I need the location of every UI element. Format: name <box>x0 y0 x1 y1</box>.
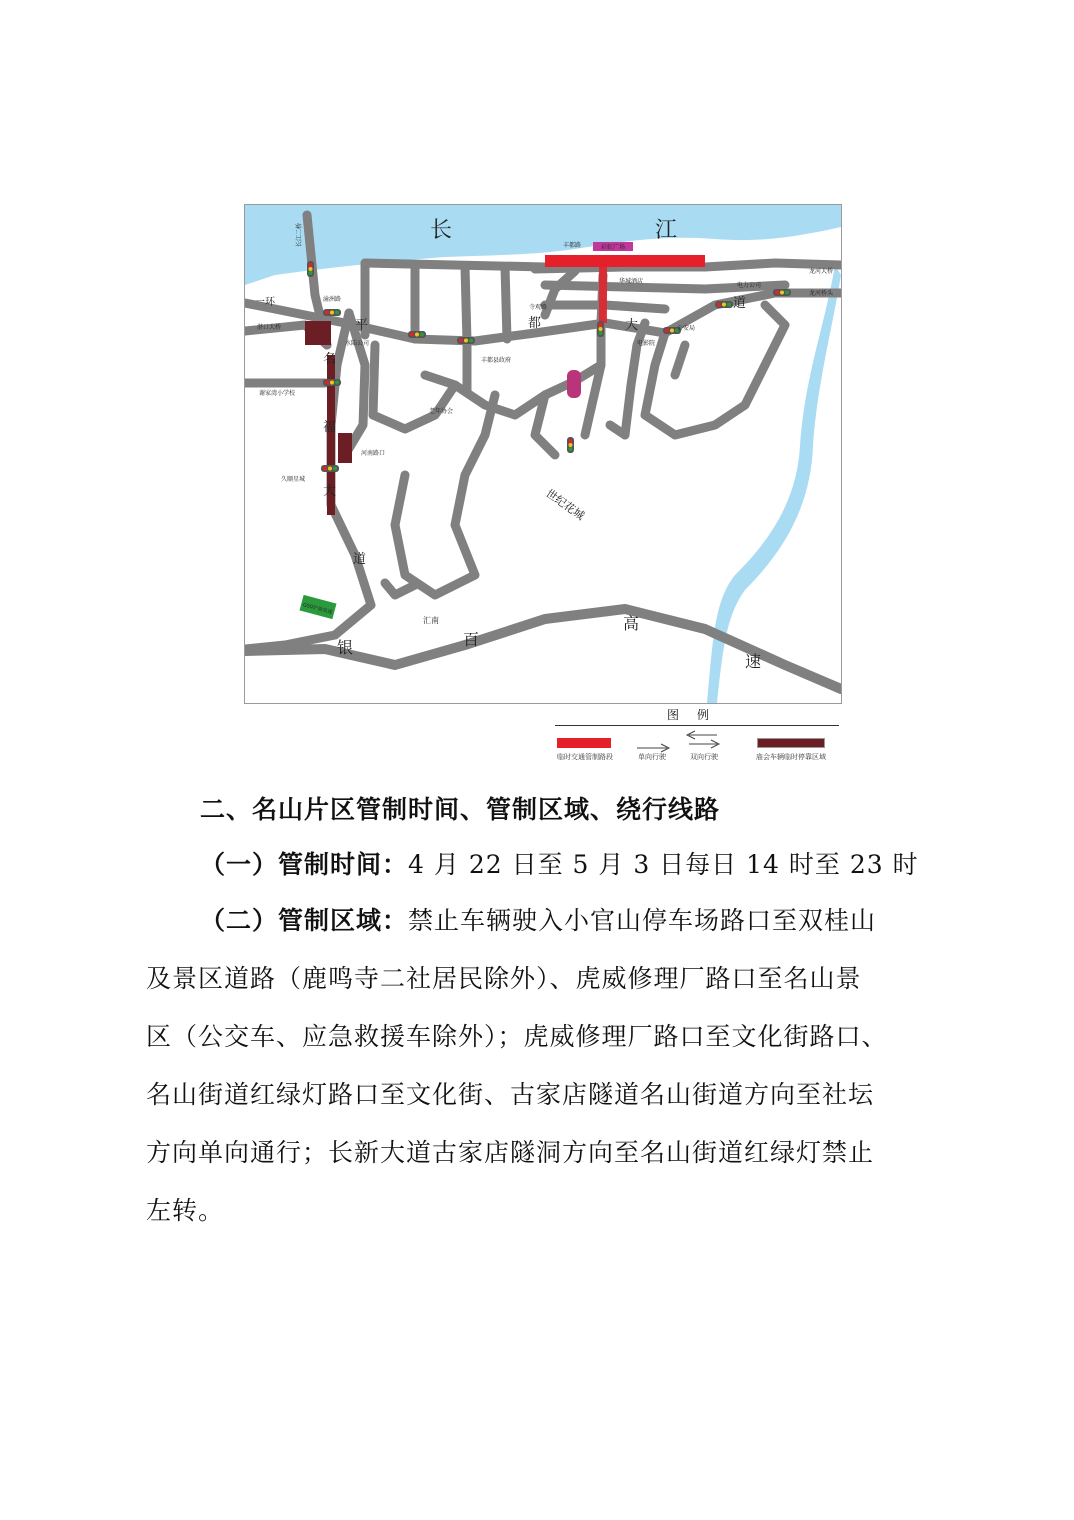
legend-title: 图例 <box>555 706 839 726</box>
label-bridge: 长江二桥 <box>296 222 303 247</box>
label-huacheng: 华城酒店 <box>619 278 644 285</box>
control-area-line-5: 方向单向通行；长新大道古家店隧洞方向至名山街道红绿灯禁止 <box>146 1138 875 1167</box>
highway-sign-text: G50沪渝高速 <box>302 602 333 616</box>
traffic-light-icon <box>715 301 733 308</box>
label-shiji: 世纪花城 <box>543 486 587 523</box>
road-ming: 名 <box>323 352 337 367</box>
control-area-text-1: 禁止车辆驶入小官山停车场路口至双桂山 <box>408 906 877 935</box>
control-area-line-4: 名山街道红绿灯路口至文化街、古家店隧道名山街道方向至社坛 <box>146 1080 875 1109</box>
control-area-label: （二）管制区域： <box>200 906 409 935</box>
label-shuilu: 水陆公司 <box>345 340 370 347</box>
control-time-label: （一）管制时间： <box>200 850 409 879</box>
road-bai: 百 <box>463 630 480 649</box>
label-pinglu: 渝洲路 <box>323 296 342 303</box>
control-segment-vertical <box>599 267 607 323</box>
legend-label-control: 临时交通管制路段 <box>557 753 613 761</box>
river-label-1: 长 <box>430 218 453 243</box>
road-ping: 平 <box>355 318 369 333</box>
road-yin: 银 <box>337 638 354 657</box>
legend-oneway-arrow-icon <box>635 738 675 748</box>
label-guan: 一环 <box>255 297 275 308</box>
label-gov: 丰都县政府 <box>481 357 512 364</box>
traffic-light-icon <box>321 465 339 472</box>
control-time-text: 4 月 22 日至 5 月 3 日每日 14 时至 23 时 <box>408 850 919 879</box>
road-du: 都 <box>528 316 542 331</box>
label-longhe: 龙河大桥 <box>809 268 834 275</box>
traffic-light-icon <box>597 321 604 337</box>
label-sihuang: 寺观路 <box>529 304 548 311</box>
parking-block <box>305 321 331 345</box>
control-time-paragraph <box>200 836 960 894</box>
road-dao2: 道 <box>353 552 367 567</box>
label-fengdu-lu: 丰都路 <box>563 242 582 249</box>
label-gonganju: 公安局 <box>677 325 696 332</box>
road-gao: 高 <box>623 614 640 633</box>
zone-label: 彩虹广场 <box>600 244 626 251</box>
traffic-light-icon <box>773 289 791 296</box>
label-jiushun: 久顺星城 <box>281 476 306 483</box>
legend-label-twoway: 双向行驶 <box>690 753 718 761</box>
traffic-light-icon <box>567 437 574 453</box>
label-xiejiawan: 谢家湾小学校 <box>259 390 296 397</box>
plaza <box>567 370 581 398</box>
traffic-light-icon <box>323 379 341 386</box>
map-canvas <box>245 205 841 703</box>
road-fu: 福 <box>323 420 337 435</box>
legend-parking-swatch <box>757 738 825 748</box>
control-segment <box>545 255 705 267</box>
traffic-light-icon <box>408 331 426 338</box>
control-area-line-1 <box>200 892 960 950</box>
traffic-light-icon <box>457 337 475 344</box>
label-dianli: 电力公司 <box>737 282 762 289</box>
legend-label-parking: 庙会车辆临时停靠区域 <box>756 753 826 761</box>
control-area-line-6: 左转。 <box>146 1196 225 1225</box>
legend-label-oneway: 单向行驶 <box>638 753 666 761</box>
control-area-line-3: 区（公交车、应急救援车除外）；虎威修理厂路口至文化街路口、 <box>146 1022 888 1051</box>
road-su: 速 <box>745 652 762 671</box>
label-hunan: 汇南 <box>423 616 439 625</box>
parking-block-2 <box>338 433 352 463</box>
legend-twoway-arrow-icon <box>685 730 721 750</box>
road-da: 大 <box>625 318 639 333</box>
river-label-2: 江 <box>655 218 678 243</box>
label-laonian: 老年协会 <box>429 408 454 415</box>
legend-control-swatch <box>557 738 611 748</box>
section-heading: 二、名山片区管制时间、管制区域、绕行线路 <box>200 795 721 824</box>
label-dianyingyuan: 电影院 <box>637 340 656 347</box>
label-chenkou: 湛口大桥 <box>257 324 282 331</box>
label-longhe-xu: 龙河桥头 <box>809 290 834 297</box>
road-da2: 大 <box>323 484 337 499</box>
traffic-light-icon <box>307 261 314 277</box>
map-legend <box>555 706 839 766</box>
traffic-light-icon <box>323 309 341 316</box>
traffic-control-map <box>244 204 842 704</box>
label-hengsheng: 河南路口 <box>361 450 386 457</box>
road-dao: 道 <box>733 296 747 311</box>
control-area-line-2: 及景区道路（鹿鸣寺二社居民除外）、虎威修理厂路口至名山景 <box>146 964 862 993</box>
